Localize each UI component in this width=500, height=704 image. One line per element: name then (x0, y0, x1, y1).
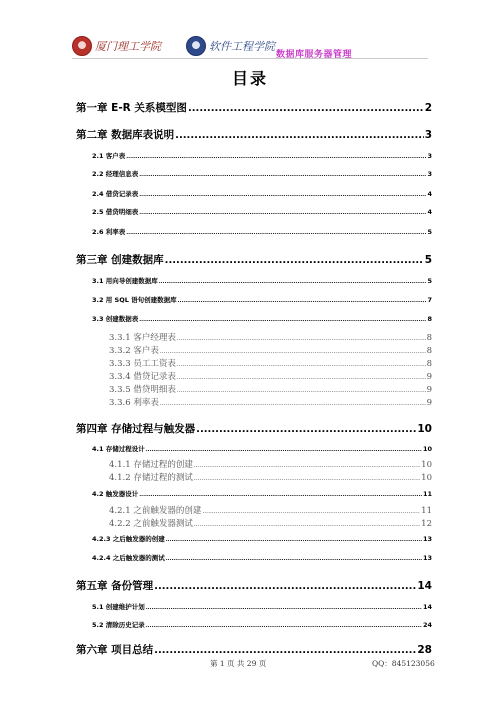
toc-entry-page: 13 (422, 554, 432, 562)
toc-leader-dots (139, 317, 426, 323)
toc-leader-dots (139, 172, 426, 178)
toc-entry[interactable] (76, 169, 432, 178)
toc-entry-page: 7 (427, 296, 432, 304)
toc-entry[interactable] (76, 344, 432, 356)
toc-title: 目录 (231, 69, 268, 88)
toc-entry[interactable] (76, 207, 432, 216)
toc-entry-page: 12 (421, 519, 432, 529)
toc-leader-dots (175, 130, 424, 141)
toc-entry[interactable] (76, 444, 432, 453)
toc-entry[interactable] (76, 504, 432, 516)
toc-entry-title: 第一章 E-R 关系模型图 (76, 102, 187, 114)
toc-entry-page: 4 (427, 208, 432, 216)
toc-entry[interactable] (76, 314, 432, 323)
toc-entry-page: 8 (426, 359, 432, 369)
school-logo (72, 36, 161, 56)
toc-entry-page: 28 (417, 644, 432, 656)
toc-leader-dots (146, 447, 422, 453)
toc-entry-page: 4 (427, 190, 432, 198)
toc-entry-page: 9 (426, 385, 432, 395)
toc-entry-page: 9 (426, 372, 432, 382)
toc-entry[interactable] (76, 620, 432, 629)
toc-entry[interactable] (76, 100, 432, 115)
toc-leader-dots (165, 255, 424, 266)
toc-leader-dots (146, 605, 422, 611)
toc-leader-dots (126, 230, 426, 236)
toc-entry-title: 4.1.1 存储过程的创建 (109, 460, 193, 470)
toc-entry-title: 3.3.4 借贷记录表 (109, 372, 176, 382)
toc-entry[interactable] (76, 602, 432, 611)
toc-leader-dots (202, 508, 420, 515)
toc-entry-title: 2.2 经理信息表 (92, 170, 139, 178)
toc-entry-page: 14 (422, 603, 432, 611)
toc-entry-title: 4.2.3 之后触发器的创建 (92, 535, 165, 543)
toc-leader-dots (177, 374, 426, 381)
toc-leader-dots (126, 154, 426, 160)
toc-leader-dots (160, 400, 426, 407)
toc-entry[interactable] (76, 396, 432, 408)
toc-entry-title: 4.2.2 之前触发器测试 (109, 519, 193, 529)
toc-entry-title: 第三章 创建数据库 (76, 254, 164, 266)
toc-leader-dots (154, 581, 416, 592)
qq-contact: QQ：845123056 (372, 659, 435, 668)
toc-leader-dots (160, 348, 426, 355)
toc-entry[interactable] (76, 421, 432, 436)
toc-entry-page: 10 (421, 460, 432, 470)
college-name: 软件工程学院 (209, 40, 275, 53)
toc-entry-title: 4.1.2 存储过程的测试 (109, 473, 193, 483)
toc-entry-page: 14 (417, 580, 432, 592)
toc-entry[interactable] (76, 534, 432, 543)
toc-entry[interactable] (76, 471, 432, 483)
toc-entry[interactable] (76, 553, 432, 562)
toc-leader-dots (166, 537, 422, 543)
college-logo (186, 36, 275, 56)
toc-entry-page: 3 (424, 129, 432, 141)
toc-entry-title: 2.1 客户表 (92, 152, 126, 160)
toc-entry-title: 5.2 清除历史记录 (92, 621, 145, 629)
toc-leader-dots (178, 298, 427, 304)
toc-entry[interactable] (76, 151, 432, 160)
toc-entry-page: 5 (427, 277, 432, 285)
toc-entry-title: 第六章 项目总结 (76, 644, 154, 656)
toc-entry[interactable] (76, 227, 432, 236)
toc-entry-page: 2 (424, 102, 432, 114)
toc-entry[interactable] (76, 189, 432, 198)
toc-entry-page: 8 (426, 333, 432, 343)
toc-leader-dots (194, 462, 420, 469)
toc-entry[interactable] (76, 517, 432, 529)
toc-leader-dots (139, 192, 426, 198)
toc-entry[interactable] (76, 331, 432, 343)
toc-entry[interactable] (76, 370, 432, 382)
toc-entry-title: 3.3.2 客户表 (109, 346, 159, 356)
toc-entry-page: 9 (426, 398, 432, 408)
toc-entry[interactable] (76, 642, 432, 657)
toc-entry-title: 4.2 触发器设计 (92, 490, 139, 498)
toc-entry-title: 2.4 借贷记录表 (92, 190, 139, 198)
toc-leader-dots (196, 424, 416, 435)
toc-entry[interactable] (76, 357, 432, 369)
page-header (0, 0, 500, 64)
toc-leader-dots (154, 645, 416, 656)
toc-entry-page: 11 (421, 506, 432, 516)
toc-leader-dots (166, 556, 422, 562)
toc-entry-title: 3.1 用向导创建数据库 (92, 277, 158, 285)
toc-entry-title: 3.3.1 客户经理表 (109, 333, 176, 343)
toc-entry[interactable] (76, 252, 432, 267)
toc-entry-page: 8 (427, 315, 432, 323)
toc-entry-page: 5 (424, 254, 432, 266)
toc-entry[interactable] (76, 578, 432, 593)
toc-entry[interactable] (76, 295, 432, 304)
toc-leader-dots (177, 361, 426, 368)
toc-entry-page: 3 (427, 152, 432, 160)
toc-entry-title: 3.3.3 员工工资表 (109, 359, 176, 369)
toc-leader-dots (139, 210, 426, 216)
toc-entry-page: 11 (422, 490, 432, 498)
toc-entry-title: 5.1 创建维护计划 (92, 603, 145, 611)
document-brand: 数据库服务器管理 (276, 50, 353, 60)
toc-leader-dots (188, 103, 424, 114)
toc-entry[interactable] (76, 127, 432, 142)
toc-entry-page: 13 (422, 535, 432, 543)
toc-entry-title: 第二章 数据库表说明 (76, 129, 175, 141)
toc-entry[interactable] (76, 383, 432, 395)
toc-entry-title: 2.5 借贷明细表 (92, 208, 139, 216)
toc-entry-page: 5 (427, 228, 432, 236)
toc-entry-page: 24 (422, 621, 432, 629)
toc-entry[interactable] (76, 276, 432, 285)
toc-entry-title: 4.1 存储过程设计 (92, 445, 145, 453)
toc-entry-title: 3.3.5 借贷明细表 (109, 385, 176, 395)
toc-entry-title: 第五章 备份管理 (76, 580, 154, 592)
toc-entry-page: 10 (422, 445, 432, 453)
toc-leader-dots (146, 623, 422, 629)
toc-leader-dots (177, 335, 426, 342)
toc-entry-page: 10 (421, 473, 432, 483)
toc-entry-page: 10 (417, 423, 432, 435)
toc-entry-page: 8 (426, 346, 432, 356)
toc-entry[interactable] (76, 458, 432, 470)
toc-leader-dots (194, 521, 420, 528)
school-seal-icon (72, 36, 92, 56)
toc-leader-dots (177, 387, 426, 394)
toc-entry-title: 3.2 用 SQL 语句创建数据库 (92, 296, 177, 304)
toc-leader-dots (194, 475, 420, 482)
toc-entry-page: 3 (427, 170, 432, 178)
toc-entry-title: 3.3.6 利率表 (109, 398, 159, 408)
college-seal-icon (186, 36, 206, 56)
toc-entry-title: 3.3 创建数据表 (92, 315, 139, 323)
toc-leader-dots (139, 492, 422, 498)
toc-entry[interactable] (76, 489, 432, 498)
toc-entry-title: 2.6 利率表 (92, 228, 126, 236)
header-divider (72, 58, 428, 59)
toc-entry-title: 4.2.4 之后触发器的测试 (92, 554, 165, 562)
toc-entry-title: 第四章 存储过程与触发器 (76, 423, 196, 435)
toc-entry-title: 4.2.1 之前触发器的创建 (109, 506, 202, 516)
school-name: 厦门理工学院 (95, 40, 161, 53)
page-number: 第 1 页 共 29 页 (210, 659, 267, 668)
toc-leader-dots (159, 279, 427, 285)
